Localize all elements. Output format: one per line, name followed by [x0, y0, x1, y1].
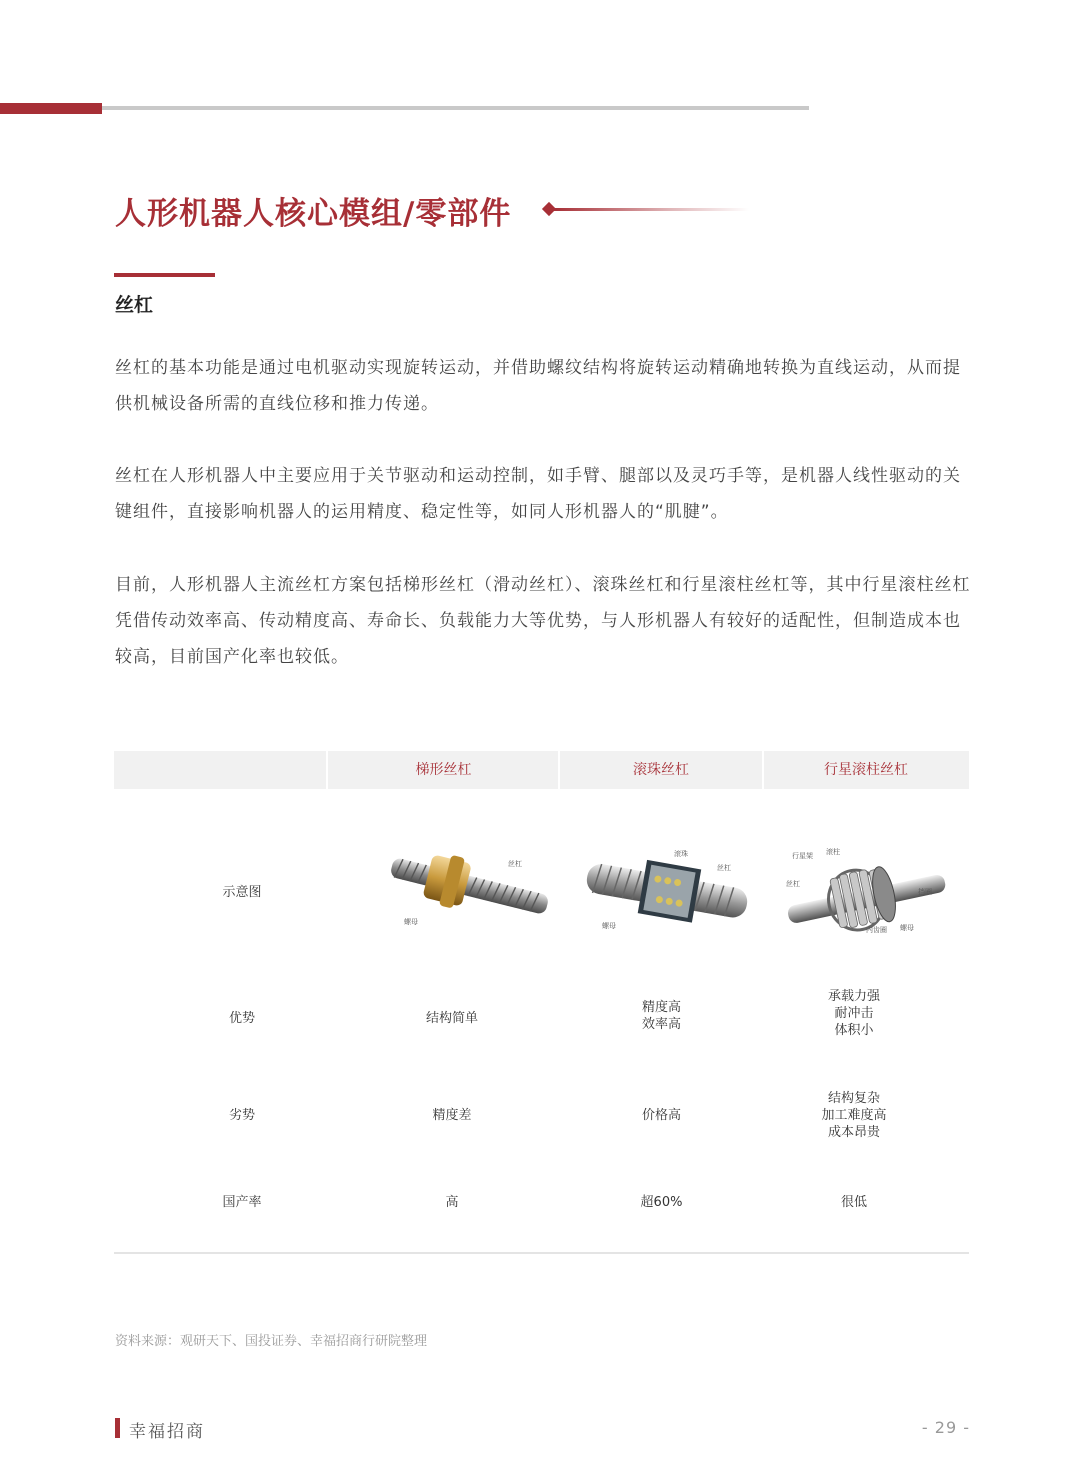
section-accent-bar [114, 273, 215, 277]
svg-text:螺母: 螺母 [900, 924, 914, 932]
footer-accent-bar [115, 1418, 120, 1438]
svg-text:内齿圈: 内齿圈 [866, 926, 887, 934]
svg-text:丝杠: 丝杠 [717, 864, 731, 872]
svg-text:丝杠: 丝杠 [786, 880, 800, 888]
localization-ball: 超60% [640, 1195, 683, 1210]
page-number: - 29 - [921, 1418, 970, 1437]
header-separator [326, 751, 328, 789]
ball-screw-image [582, 846, 754, 936]
row-label-localization: 国产率 [222, 1195, 262, 1210]
advantage-planetary: 承载力强 耐冲击 体积小 [827, 989, 880, 1038]
advantage-ball: 精度高 效率高 [641, 1000, 681, 1032]
title-deco-line [554, 208, 749, 211]
column-header-trapezoidal: 梯形丝杠 [415, 762, 472, 778]
svg-text:滚珠: 滚珠 [674, 850, 688, 858]
page-title: 人形机器人核心模组/零部件 [115, 196, 512, 232]
source-note: 资料来源：观研天下、国投证券、幸福招商行研院整理 [115, 1334, 428, 1349]
svg-text:行星架: 行星架 [792, 852, 813, 860]
top-accent-bar [0, 103, 102, 114]
svg-text:滚柱: 滚柱 [826, 848, 840, 856]
svg-text:丝杠: 丝杠 [508, 860, 522, 868]
advantage-trapezoidal: 结构简单 [425, 1011, 478, 1026]
disadvantage-trapezoidal: 精度差 [432, 1108, 472, 1123]
planetary-roller-screw-image [786, 846, 946, 938]
title-decoration [540, 201, 750, 219]
svg-text:螺母: 螺母 [602, 922, 616, 930]
localization-trapezoidal: 高 [445, 1195, 459, 1210]
comparison-table [114, 751, 969, 1210]
localization-planetary: 很低 [840, 1195, 867, 1210]
disadvantage-ball: 价格高 [641, 1108, 681, 1123]
paragraph-2: 丝杠在人形机器人中主要应用于关节驱动和运动控制，如手臂、腿部以及灵巧手等，是机器人线性驱动的关键组件，直接影响机器人的运用精度、稳定性等，如同人形机器人的“肌腱”。 [115, 466, 961, 522]
row-label-advantage: 优势 [228, 1011, 255, 1026]
table-header [114, 751, 969, 789]
column-header-planetary: 行星滚柱丝杠 [824, 762, 908, 778]
svg-text:挡圈: 挡圈 [918, 888, 932, 896]
paragraph-1: 丝杠的基本功能是通过电机驱动实现旋转运动，并借助螺纹结构将旋转运动精确地转换为直线运动，从而提供机械设备所需的直线位移和推力传递。 [115, 358, 961, 414]
section-title: 丝杠 [115, 294, 154, 316]
footer-brand: 幸福招商 [129, 1422, 205, 1442]
table-bottom-border [114, 1252, 969, 1254]
column-header-ball: 滚珠丝杠 [633, 762, 689, 778]
paragraph-3: 目前，人形机器人主流丝杠方案包括梯形丝杠（滑动丝杠）、滚珠丝杠和行星滚柱丝杠等，其中行星滚柱丝杠凭借传动效率高、传动精度高、寿命长、负载能力大等优势，与人形机器人有较好的适配性，但制造成本也较高，目前国产化率也较低。 [115, 575, 971, 667]
header-separator [558, 751, 560, 789]
svg-text:螺母: 螺母 [404, 918, 418, 926]
disadvantage-planetary: 结构复杂 加工难度高 成本昂贵 [821, 1091, 887, 1140]
row-label-diagram: 示意图 [222, 885, 262, 900]
header-separator [762, 751, 764, 789]
trapezoidal-screw-image [384, 846, 554, 931]
top-divider-line [102, 106, 809, 110]
row-label-disadvantage: 劣势 [228, 1108, 255, 1123]
